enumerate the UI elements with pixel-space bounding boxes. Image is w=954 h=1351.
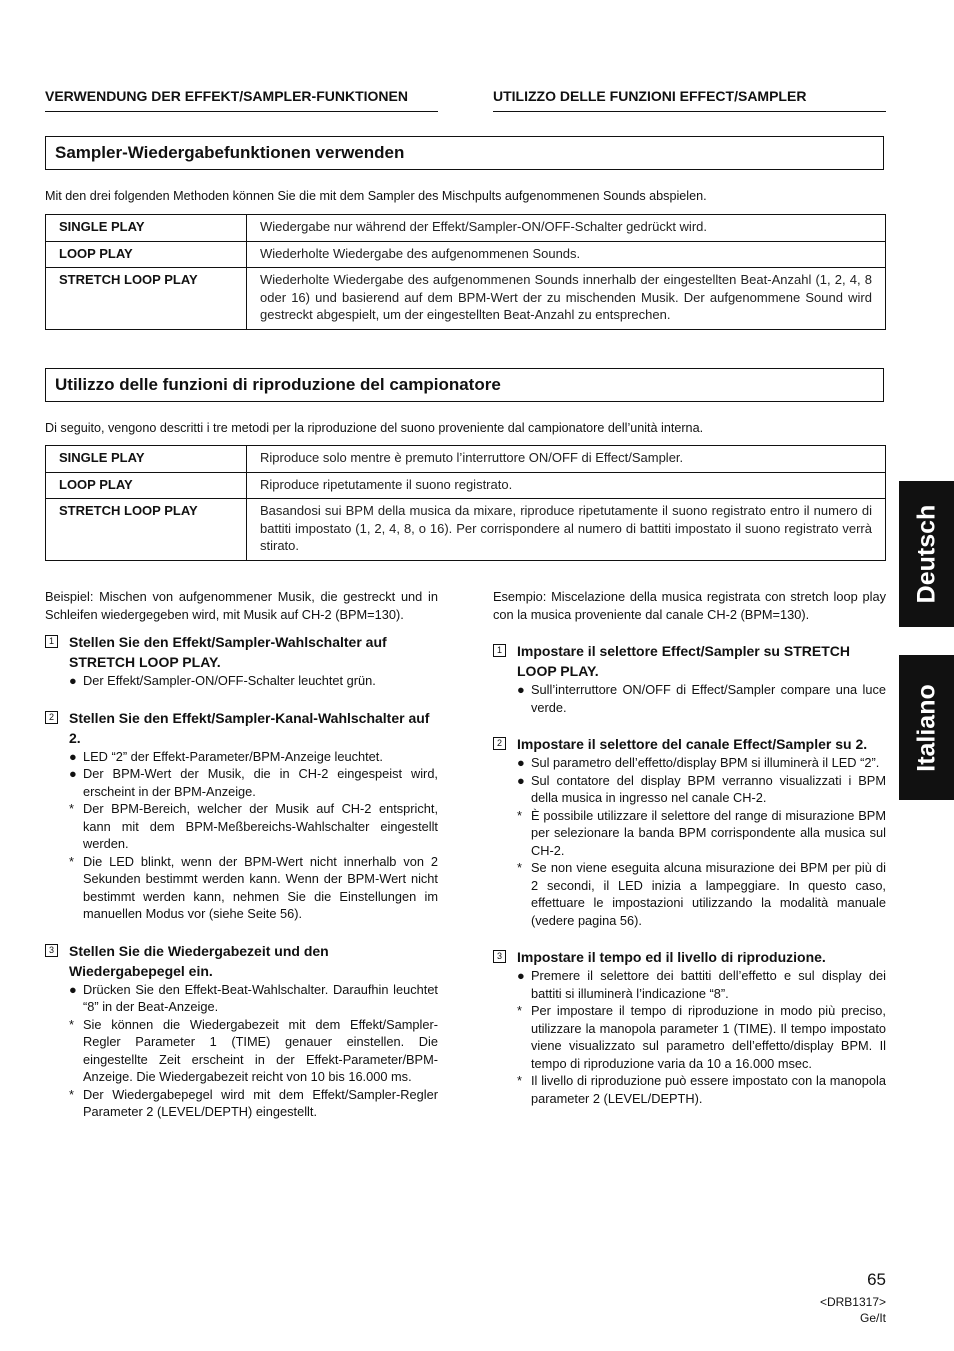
list-item: * Der BPM-Bereich, welcher der Musik auf CH-2 entspricht, kann mit dem BPM-Meßbereichs-Wahlschalter eingestellt werden. — [69, 801, 438, 851]
doc-code: <DRB1317> — [819, 1295, 886, 1309]
step-title: Impostare il selettore Effect/Sampler su STRETCH LOOP PLAY. — [517, 643, 850, 679]
header-german: VERWENDUNG DER EFFEKT/SAMPLER-FUNKTIONEN — [45, 88, 438, 112]
mode-label: STRETCH LOOP PLAY — [46, 499, 247, 561]
list-item: ● LED “2” der Effekt-Parameter/BPM-Anzeige leuchtet. — [69, 748, 383, 764]
intro-italian: Di seguito, vengono descritti i tre metodi per la riproduzione del suono proveniente dal campionatore dell’unità interna. — [45, 421, 704, 435]
list-item: * Sie können die Wiedergabezeit mit dem Effekt/Sampler-Regler Parameter 1 (TIME) genauer einstellen. Die eingestellte Zeit erscheint in der Effekt-Parameter/BPM-Anzeige. Die Wiedergabezeit reicht von 10 bis 16.000 ms. — [69, 1016, 438, 1084]
list-item: ● Premere il selettore dei battiti dell’effetto e sul display dei battiti si illuminerà l’indicazione “8”. — [517, 968, 886, 1001]
page-number: 65 — [867, 1270, 886, 1289]
step-number: 2 — [45, 711, 58, 724]
list-item: * Der Wiedergabepegel wird mit dem Effekt/Sampler-Regler Parameter 2 (LEVEL/DEPTH) eingestellt. — [69, 1086, 438, 1119]
mode-description: Wiederholte Wiedergabe des aufgenommenen Sounds. — [247, 241, 886, 268]
list-item: ● Drücken Sie den Effekt-Beat-Wahlschalter. Daraufhin leuchtet “8” in der Beat-Anzeige. — [69, 981, 438, 1014]
mode-label: SINGLE PLAY — [46, 446, 247, 473]
step-number: 3 — [493, 950, 506, 963]
step — [45, 941, 438, 1121]
mode-description: Basandosi sui BPM della musica da mixare, riproduce ripetutamente il suono registrato entro il numero di battiti impostato (1, 2, 4, 8, o 16). Per corrispondere al numero di battiti impostato il suono registrato verrà stirato. — [247, 499, 886, 561]
doc-lang: Ge/It — [859, 1311, 886, 1325]
list-item: * Per impostare il tempo di riproduzione in modo più preciso, utilizzare la manopola parameter 1 (TIME). Il tempo impostato viene visualizzato sul parametro dell’effetto/display BPM. Il tempo di riproduzione varia da 10 a 16.000 msec. — [517, 1003, 886, 1071]
step-number: 2 — [493, 737, 506, 750]
list-item: ● Sul parametro dell’effetto/display BPM si illuminerà il LED “2”. — [517, 755, 880, 770]
header-italian: UTILIZZO DELLE FUNZIONI EFFECT/SAMPLER — [493, 88, 886, 112]
language-tab-italiano: Italiano — [899, 655, 954, 800]
step — [45, 632, 438, 690]
step-title: Impostare il selettore del canale Effect/Sampler su 2. — [517, 736, 868, 752]
table-row — [46, 499, 886, 561]
modes-table-german — [45, 214, 886, 330]
table-row — [46, 446, 886, 473]
step — [493, 734, 886, 929]
mode-label: LOOP PLAY — [46, 472, 247, 499]
list-item: ● Der Effekt/Sampler-ON/OFF-Schalter leuchtet grün. — [69, 673, 376, 688]
step-number: 3 — [45, 944, 58, 957]
step-title: Impostare il tempo ed il livello di riproduzione. — [517, 949, 826, 965]
step — [493, 641, 886, 716]
language-tab-deutsch: Deutsch — [899, 481, 954, 627]
list-item: * Die LED blinkt, wenn der BPM-Wert nicht innerhalb von 2 Sekunden bestimmt werden kann. Wenn der BPM-Wert nicht bestimmt werden kann, nehmen Sie die Einstellungen im manuellen Modus vor (siehe Seite 56). — [69, 853, 438, 921]
mode-label: LOOP PLAY — [46, 241, 247, 268]
step-number: 1 — [493, 644, 506, 657]
step — [493, 947, 886, 1107]
section-title-italian: Utilizzo delle funzioni di riproduzione del campionatore — [45, 368, 884, 402]
list-item: ● Sull’interruttore ON/OFF di Effect/Sampler compare una luce verde. — [517, 682, 886, 715]
step-number: 1 — [45, 635, 58, 648]
mode-label: STRETCH LOOP PLAY — [46, 268, 247, 330]
list-item: ● Der BPM-Wert der Musik, die in CH-2 eingespeist wird, erscheint in der BPM-Anzeige. — [69, 766, 438, 799]
modes-table-italian — [45, 445, 886, 561]
step-title: Stellen Sie den Effekt/Sampler-Kanal-Wahlschalter auf 2. — [69, 709, 430, 746]
table-row — [46, 241, 886, 268]
document-code — [780, 1294, 886, 1326]
example-column-italian — [493, 588, 886, 1107]
mode-description: Wiederholte Wiedergabe des aufgenommenen Sounds innerhalb der eingestellten Beat-Anzahl (1, 2, 4, 8 oder 16) und basierend auf dem BPM-Wert der zu mischenden Musik. Der aufgenommene Sound wird gestreckt abgespielt, um der eingestellten Beat-Anzahl zu entsprechen. — [247, 268, 886, 330]
intro-german: Mit den drei folgenden Methoden können Sie die mit dem Sampler des Mischpults aufgenommenen Sounds abspielen. — [45, 189, 707, 203]
example-column-german — [45, 588, 438, 1121]
list-item: ● Sul contatore del display BPM verranno visualizzati i BPM della musica in ingresso nel canale CH-2. — [517, 772, 886, 805]
mode-label: SINGLE PLAY — [46, 215, 247, 242]
table-row — [46, 215, 886, 242]
step-title: Stellen Sie den Effekt/Sampler-Wahlschalter auf STRETCH LOOP PLAY. — [69, 634, 387, 670]
table-row — [46, 472, 886, 499]
example-intro: Beispiel: Mischen von aufgenommener Musik, die gestreckt und in Schleifen wiedergegeben wird, mit Musik auf CH-2 (BPM=130). — [45, 589, 438, 622]
list-item: * Il livello di riproduzione può essere impostato con la manopola parameter 2 (LEVEL/DEPTH). — [517, 1073, 886, 1106]
list-item: * È possibile utilizzare il selettore del range di misurazione BPM per selezionare la banda BPM corrispondente alla musica sul CH-2. — [517, 807, 886, 858]
table-row — [46, 268, 886, 330]
mode-description: Wiedergabe nur während der Effekt/Sampler-ON/OFF-Schalter gedrückt wird. — [247, 215, 886, 242]
mode-description: Riproduce solo mentre è premuto l’interruttore ON/OFF di Effect/Sampler. — [247, 446, 886, 473]
step — [45, 708, 438, 923]
mode-description: Riproduce ripetutamente il suono registrato. — [247, 472, 886, 499]
step-title: Stellen Sie die Wiedergabezeit und den Wiedergabepegel ein. — [69, 942, 329, 979]
list-item: * Se non viene eseguita alcuna misurazione dei BPM per più di 2 secondi, il LED inizia a lampeggiare. In questo caso, effettuare le impostazioni utilizzando la modalità manuale (vedere pagina 56). — [517, 860, 886, 928]
section-title-german: Sampler-Wiedergabefunktionen verwenden — [45, 136, 884, 170]
example-intro: Esempio: Miscelazione della musica registrata con stretch loop play con la musica proveniente dal canale CH-2 (BPM=130). — [493, 589, 886, 622]
